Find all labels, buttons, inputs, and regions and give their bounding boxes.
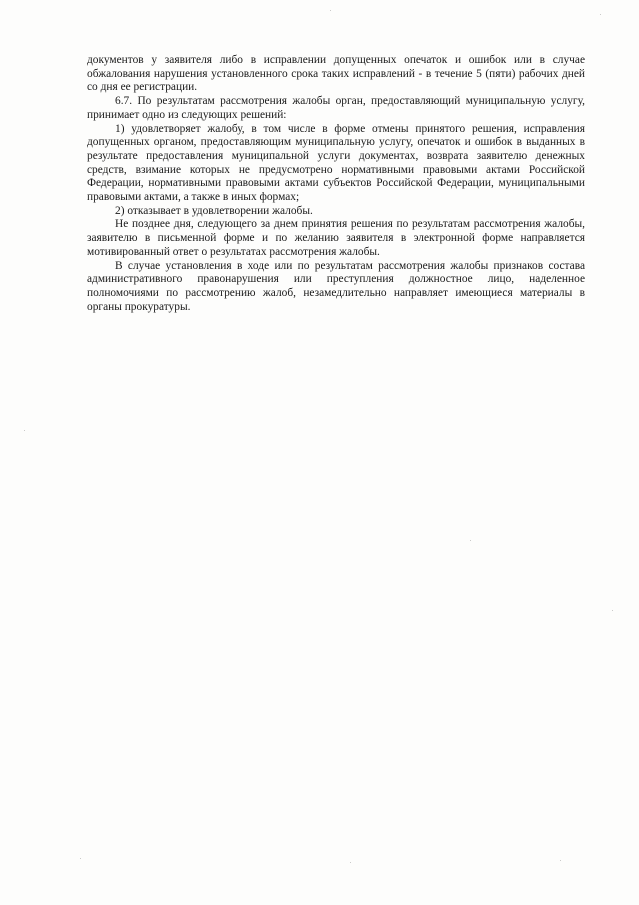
paragraph-decision-1: 1) удовлетворяет жалобу, в том числе в форме отмены принятого решения, исправления допущенных органом, предоставляющим муниципальную услугу, опечаток и ошибок в выданных в результате предоставления муниципальной услуги документах, возврата заявителю денежных средств, взимание которых не предусмотрено нормативными правовыми актами Российской Федерации, нормативными правовыми актами субъектов Российской Федерации, муниципальными правовыми актами, а также в иных формах; [87, 122, 585, 204]
paragraph-clause-6-7: 6.7. По результатам рассмотрения жалобы орган, предоставляющий муниципальную услугу, принимает одно из следующих решений: [87, 95, 585, 121]
scan-speck [80, 858, 81, 859]
scan-speck [600, 14, 601, 15]
scan-speck [350, 862, 351, 863]
document-body [87, 54, 585, 314]
scan-speck [560, 860, 561, 861]
scan-speck [330, 10, 331, 11]
paragraph-continuation: документов у заявителя либо в исправлении допущенных опечаток и ошибок или в случае обжалования нарушения установленного срока таких исправлений - в течение 5 (пяти) рабочих дней со дня ее регистрации. [87, 54, 585, 94]
paragraph-response-deadline: Не позднее дня, следующего за днем принятия решения по результатам рассмотрения жалобы, заявителю в письменной форме и по желанию заявителя в электронной форме направляется мотивированный ответ о результатах рассмотрения жалобы. [87, 218, 585, 258]
scan-speck [24, 430, 25, 431]
paragraph-decision-2: 2) отказывает в удовлетворении жалобы. [115, 204, 313, 217]
scan-speck [470, 540, 471, 541]
paragraph-prosecutor-referral: В случае установления в ходе или по результатам рассмотрения жалобы признаков состава административного правонарушения или преступления должностное лицо, наделенное полномочиями по рассмотрению жалоб, незамедлительно направляет имеющиеся материалы в органы прокуратуры. [87, 259, 585, 313]
scan-speck [612, 610, 613, 611]
